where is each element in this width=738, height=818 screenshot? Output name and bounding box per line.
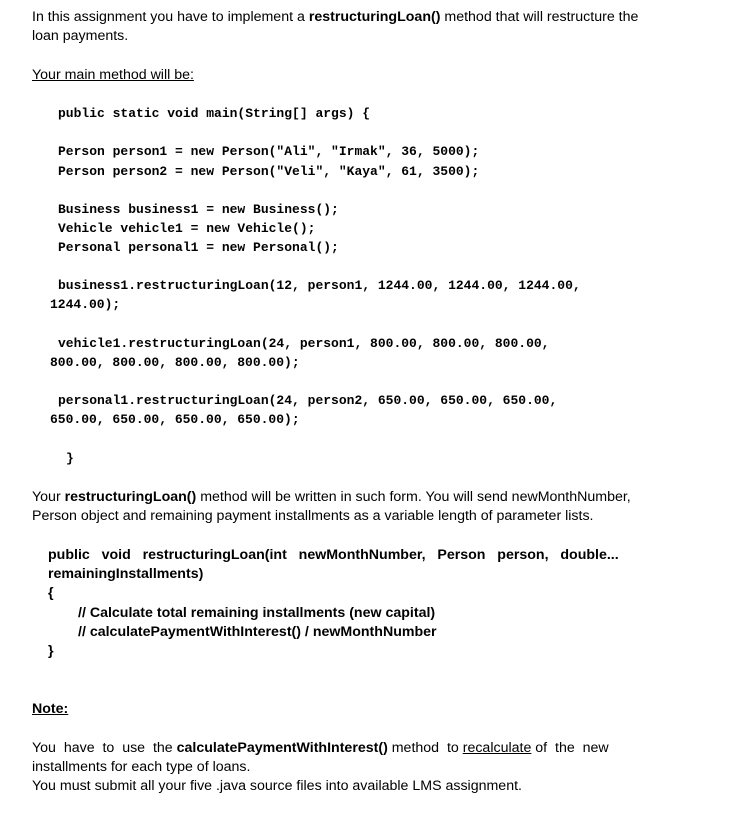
signature-open-brace: { bbox=[48, 585, 54, 601]
code-call-personal-line1: personal1.restructuringLoan(24, person2, 650.00, 650.00, 650.00, bbox=[58, 393, 558, 408]
signature-comment-1: // Calculate total remaining installments (new capital) bbox=[78, 605, 436, 621]
signature-comment-2: // calculatePaymentWithInterest() / newMonthNumber bbox=[78, 624, 437, 640]
signature-line-2: remainingInstallments) bbox=[48, 566, 204, 582]
code-vehicle1: Vehicle vehicle1 = new Vehicle(); bbox=[58, 221, 316, 236]
note-text: You have to use the bbox=[32, 740, 177, 756]
code-person1: Person person1 = new Person("Ali", "Irmak", 36, 5000); bbox=[58, 144, 480, 159]
underlined-word: recalculate bbox=[462, 740, 532, 756]
intro-text: In this assignment you have to implement a bbox=[32, 9, 309, 25]
code-call-vehicle-line2: 800.00, 800.00, 800.00, 800.00); bbox=[50, 355, 300, 370]
desc-text: Your bbox=[32, 489, 65, 505]
code-call-business-line1: business1.restructuringLoan(12, person1, 1244.00, 1244.00, 1244.00, bbox=[58, 278, 581, 293]
signature-line-1: public void restructuringLoan(int newMonthNumber, Person person, double... bbox=[48, 547, 619, 563]
intro-line-1 bbox=[32, 9, 638, 25]
code-person2: Person person2 = new Person("Veli", "Kaya", 61, 3500); bbox=[58, 164, 480, 179]
intro-text: method that will restructure the bbox=[440, 9, 639, 25]
note-line-1 bbox=[32, 740, 609, 756]
desc-line-1 bbox=[32, 489, 631, 505]
code-personal1: Personal personal1 = new Personal(); bbox=[58, 240, 339, 255]
method-name: restructuringLoan() bbox=[64, 489, 197, 505]
intro-line-2: loan payments. bbox=[32, 28, 129, 44]
note-heading: Note: bbox=[32, 701, 69, 717]
code-call-vehicle-line1: vehicle1.restructuringLoan(24, person1, 800.00, 800.00, 800.00, bbox=[58, 336, 550, 351]
code-closing-brace: } bbox=[66, 451, 74, 466]
signature-close-brace: } bbox=[48, 643, 54, 659]
desc-text: method will be written in such form. You will send newMonthNumber, bbox=[196, 489, 631, 505]
note-line-3: You must submit all your five .java source files into available LMS assignment. bbox=[32, 778, 522, 794]
code-call-personal-line2: 650.00, 650.00, 650.00, 650.00); bbox=[50, 412, 300, 427]
code-call-business-line2: 1244.00); bbox=[50, 297, 121, 312]
note-text: of the new bbox=[531, 740, 609, 756]
desc-line-2: Person object and remaining payment installments as a variable length of parameter lists. bbox=[32, 508, 594, 524]
code-main-signature: public static void main(String[] args) { bbox=[58, 106, 371, 121]
note-text: method to bbox=[387, 740, 463, 756]
method-name: restructuringLoan() bbox=[308, 9, 441, 25]
main-method-heading: Your main method will be: bbox=[32, 67, 194, 83]
code-business1: Business business1 = new Business(); bbox=[58, 202, 339, 217]
method-name: calculatePaymentWithInterest() bbox=[176, 740, 388, 756]
note-line-2: installments for each type of loans. bbox=[32, 759, 251, 775]
